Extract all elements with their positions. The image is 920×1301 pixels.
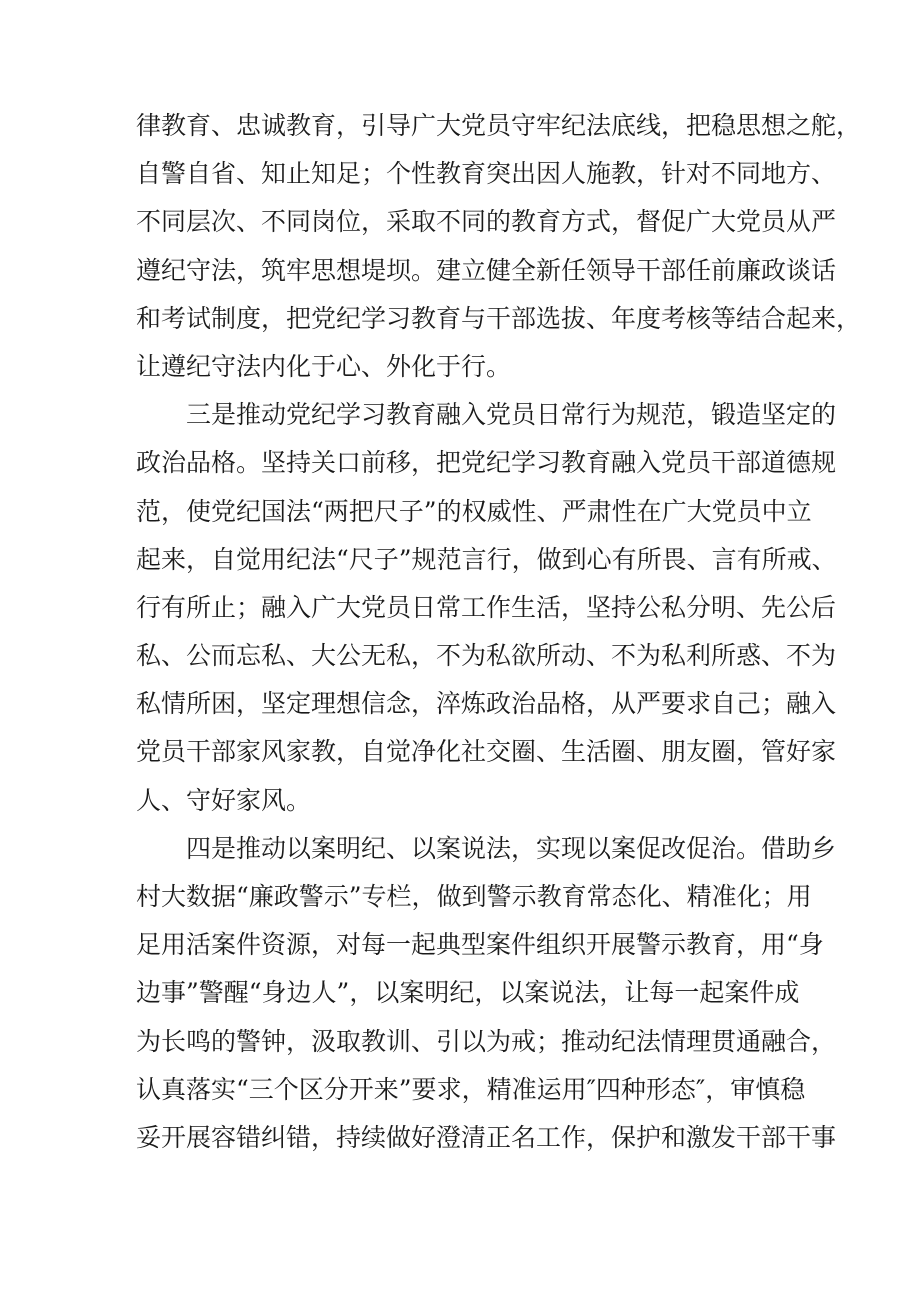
text-line: 和考试制度，把党纪学习教育与干部选拔、年度考核等结合起来， [136, 303, 862, 333]
text-line: 村大数据“廉政警示”专栏，做到警示教育常态化、精准化；用 [136, 882, 812, 911]
text-line: 行有所止；融入广大党员日常工作生活，坚持公私分明、先公后 [136, 592, 837, 622]
text-line: 私情所困，坚定理想信念，淬炼政治品格，从严要求自己；融入 [136, 689, 837, 719]
text-line: 为长鸣的警钟，汲取教训、引以为戒；推动纪法情理贯通融合， [136, 1026, 837, 1056]
text-line: 遵纪守法，筑牢思想堤坝。建立健全新任领导干部任前廉政谈话 [136, 255, 837, 285]
text-line: 认真落实“三个区分开来”要求，精准运用″四种形态″，审慎稳 [136, 1074, 806, 1104]
text-line: 足用活案件资源，对每一起典型案件组织开展警示教育，用“身 [136, 930, 824, 960]
text-line: 范，使党纪国法“两把尺子”的权威性、严肃性在广大党员中立 [136, 496, 812, 526]
text-line: 政治品格。坚持关口前移，把党纪学习教育融入党员干部道德规 [136, 448, 837, 478]
text-line: 妥开展容错纠错，持续做好澄清正名工作，保护和激发干部干事 [136, 1122, 837, 1152]
text-line: 起来，自觉用纪法“尺子”规范言行，做到心有所畏、言有所戒、 [136, 544, 837, 574]
text-line: 让遵纪守法内化于心、外化于行。 [136, 351, 512, 381]
text-line: 律教育、忠诚教育，引导广大党员守牢纪法底线，把稳思想之舵， [136, 111, 862, 140]
paragraph-start-line: 四是推动以案明纪、以案说法，实现以案促改促治。借助乡 [186, 833, 837, 863]
text-line: 自警自省、知止知足；个性教育突出因人施教，针对不同地方、 [136, 159, 837, 189]
paragraph-start-line: 三是推动党纪学习教育融入党员日常行为规范，锻造坚定的 [186, 400, 837, 430]
text-line: 人、守好家风。 [136, 785, 312, 815]
text-line: 不同层次、不同岗位，采取不同的教育方式，督促广大党员从严 [136, 207, 837, 237]
text-line: 党员干部家风家教，自觉净化社交圈、生活圈、朋友圈，管好家 [136, 737, 837, 767]
document-body [136, 102, 862, 1162]
text-line: 边事”警醒“身边人”，以案明纪，以案说法，让每一起案件成 [136, 978, 800, 1008]
text-line: 私、公而忘私、大公无私，不为私欲所动、不为私利所惑、不为 [136, 641, 837, 671]
